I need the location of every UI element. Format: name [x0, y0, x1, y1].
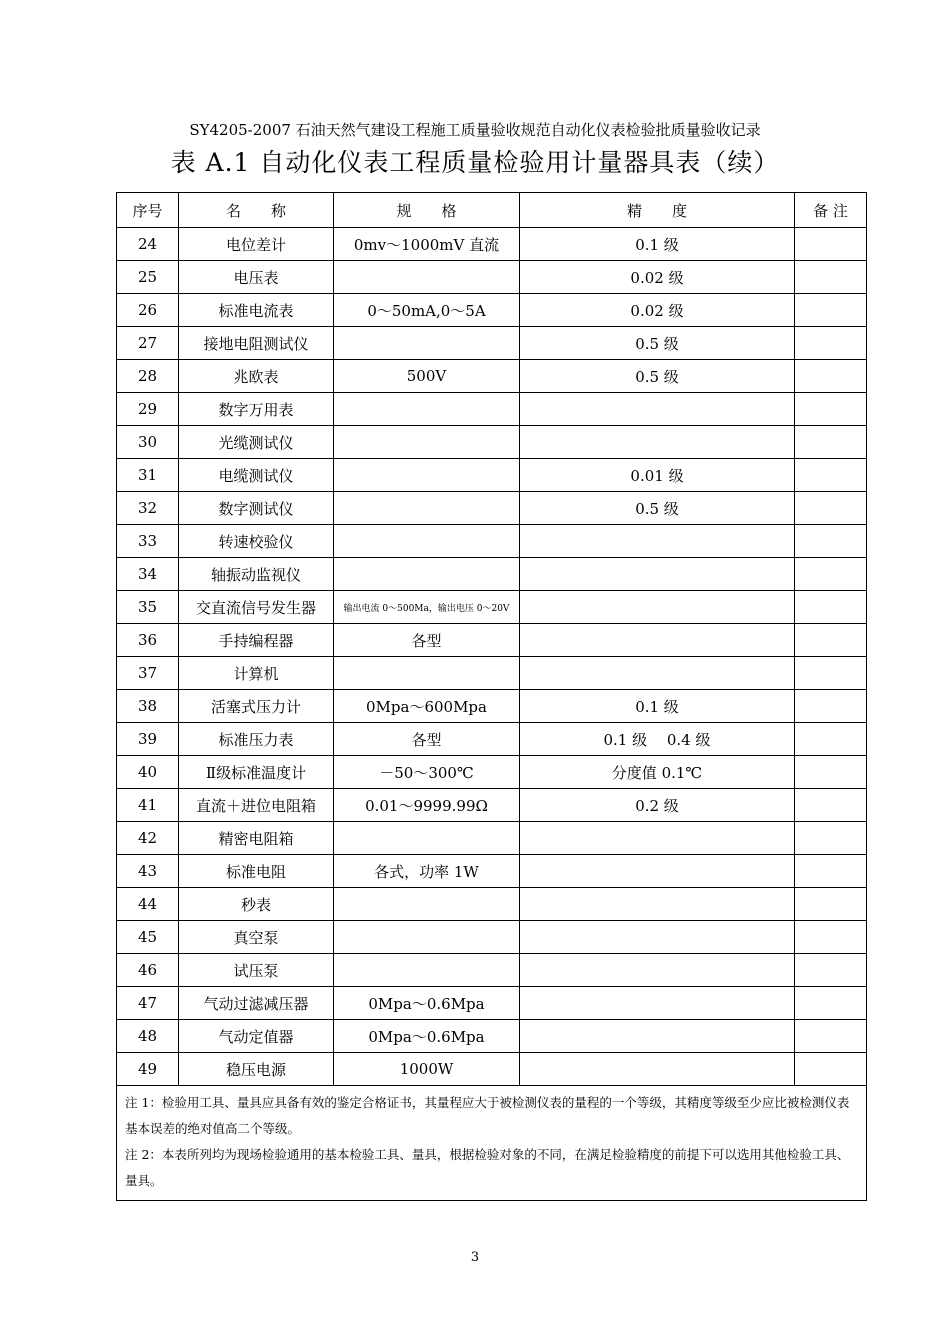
column-header-precision: 精 度: [520, 193, 795, 228]
cell-remark: [795, 954, 867, 987]
table-row: [117, 690, 867, 723]
cell-remark: [795, 822, 867, 855]
cell-no: 48: [117, 1020, 179, 1053]
cell-spec: 1000W: [334, 1053, 520, 1086]
cell-no: 40: [117, 756, 179, 789]
cell-precision: 0.02 级: [520, 261, 795, 294]
cell-spec: 各型: [334, 624, 520, 657]
cell-no: 27: [117, 327, 179, 360]
table-row: [117, 558, 867, 591]
document-subtitle: SY4205-2007 石油天然气建设工程施工质量验收规范自动化仪表检验批质量验收记录: [189, 121, 761, 139]
cell-spec: [334, 393, 520, 426]
cell-spec: 各式，功率 1W: [334, 855, 520, 888]
cell-no: 45: [117, 921, 179, 954]
cell-spec: [334, 525, 520, 558]
cell-precision: 分度值 0.1℃: [520, 756, 795, 789]
cell-spec: [334, 459, 520, 492]
cell-spec: －50～300℃: [334, 756, 520, 789]
table-row: [117, 426, 867, 459]
cell-remark: [795, 756, 867, 789]
cell-precision: [520, 1053, 795, 1086]
instrument-table: [116, 192, 867, 1201]
cell-spec: [334, 657, 520, 690]
cell-precision: 0.2 级: [520, 789, 795, 822]
cell-precision: 0.1 级 0.4 级: [520, 723, 795, 756]
cell-precision: 0.1 级: [520, 690, 795, 723]
cell-precision: [520, 855, 795, 888]
notes-cell: [117, 1086, 867, 1201]
cell-remark: [795, 294, 867, 327]
table-row: [117, 591, 867, 624]
column-header-name: 名 称: [179, 193, 334, 228]
column-header-spec: 规 格: [334, 193, 520, 228]
cell-no: 32: [117, 492, 179, 525]
cell-remark: [795, 426, 867, 459]
cell-remark: [795, 393, 867, 426]
cell-no: 38: [117, 690, 179, 723]
cell-no: 33: [117, 525, 179, 558]
cell-no: 29: [117, 393, 179, 426]
table-row: [117, 789, 867, 822]
cell-name: 气动过滤减压器: [179, 987, 334, 1020]
cell-remark: [795, 459, 867, 492]
cell-name: 计算机: [179, 657, 334, 690]
cell-spec: 输出电流 0～500Ma，输出电压 0～20V: [334, 591, 520, 624]
cell-name: 秒表: [179, 888, 334, 921]
cell-precision: [520, 426, 795, 459]
table-row: [117, 888, 867, 921]
table-row: [117, 657, 867, 690]
cell-precision: [520, 558, 795, 591]
table-body: [117, 228, 867, 1086]
cell-no: 35: [117, 591, 179, 624]
cell-precision: [520, 888, 795, 921]
cell-precision: 0.1 级: [520, 228, 795, 261]
cell-name: 数字测试仪: [179, 492, 334, 525]
cell-remark: [795, 228, 867, 261]
cell-no: 43: [117, 855, 179, 888]
cell-no: 46: [117, 954, 179, 987]
note-1: 注 1：检验用工具、量具应具备有效的鉴定合格证书，其量程应大于被检测仪表的量程的一个等级，其精度等级至少应比被检测仪表基本误差的绝对值高二个等级。: [125, 1095, 850, 1136]
cell-name: 轴振动监视仪: [179, 558, 334, 591]
cell-remark: [795, 657, 867, 690]
cell-no: 25: [117, 261, 179, 294]
table-row: [117, 987, 867, 1020]
table-row: [117, 723, 867, 756]
table-row: [117, 459, 867, 492]
table-row: [117, 294, 867, 327]
cell-name: 活塞式压力计: [179, 690, 334, 723]
column-header-no: 序号: [117, 193, 179, 228]
cell-no: 36: [117, 624, 179, 657]
cell-no: 44: [117, 888, 179, 921]
cell-spec: [334, 558, 520, 591]
cell-remark: [795, 789, 867, 822]
page-number: 3: [470, 1250, 480, 1265]
cell-precision: [520, 921, 795, 954]
cell-no: 42: [117, 822, 179, 855]
cell-remark: [795, 492, 867, 525]
cell-name: 兆欧表: [179, 360, 334, 393]
table-row: [117, 756, 867, 789]
cell-no: 47: [117, 987, 179, 1020]
cell-remark: [795, 855, 867, 888]
cell-precision: [520, 624, 795, 657]
cell-remark: [795, 327, 867, 360]
table-row: [117, 921, 867, 954]
cell-no: 41: [117, 789, 179, 822]
cell-spec: [334, 822, 520, 855]
cell-name: 标准电阻: [179, 855, 334, 888]
cell-name: 标准压力表: [179, 723, 334, 756]
cell-spec: 0～50mA,0～5A: [334, 294, 520, 327]
cell-name: 电缆测试仪: [179, 459, 334, 492]
cell-name: 手持编程器: [179, 624, 334, 657]
notes-row: [117, 1086, 867, 1201]
cell-precision: 0.5 级: [520, 360, 795, 393]
cell-spec: [334, 261, 520, 294]
cell-remark: [795, 690, 867, 723]
cell-no: 28: [117, 360, 179, 393]
cell-no: 34: [117, 558, 179, 591]
cell-name: 直流＋进位电阻箱: [179, 789, 334, 822]
cell-no: 24: [117, 228, 179, 261]
cell-no: 30: [117, 426, 179, 459]
cell-remark: [795, 1053, 867, 1086]
table-row: [117, 261, 867, 294]
cell-remark: [795, 624, 867, 657]
table-row: [117, 855, 867, 888]
table-row: [117, 1053, 867, 1086]
cell-precision: [520, 822, 795, 855]
cell-name: 电位差计: [179, 228, 334, 261]
column-header-remark: 备 注: [795, 193, 867, 228]
cell-spec: [334, 327, 520, 360]
cell-name: 光缆测试仪: [179, 426, 334, 459]
cell-name: 接地电阻测试仪: [179, 327, 334, 360]
cell-spec: 0Mpa～0.6Mpa: [334, 987, 520, 1020]
table-row: [117, 1020, 867, 1053]
cell-precision: 0.5 级: [520, 327, 795, 360]
cell-precision: [520, 393, 795, 426]
table-row: [117, 360, 867, 393]
cell-name: 标准电流表: [179, 294, 334, 327]
cell-name: 稳压电源: [179, 1053, 334, 1086]
cell-no: 39: [117, 723, 179, 756]
table-row: [117, 327, 867, 360]
cell-precision: 0.01 级: [520, 459, 795, 492]
cell-spec: 500V: [334, 360, 520, 393]
cell-spec: 0mv～1000mV 直流: [334, 228, 520, 261]
cell-spec: [334, 426, 520, 459]
cell-remark: [795, 525, 867, 558]
table-row: [117, 822, 867, 855]
cell-remark: [795, 261, 867, 294]
table-header-row: [117, 193, 867, 228]
cell-spec: [334, 888, 520, 921]
note-2: 注 2：本表所列均为现场检验通用的基本检验工具、量具，根据检验对象的不同，在满足检验精度的前提下可以选用其他检验工具、量具。: [125, 1147, 850, 1188]
cell-remark: [795, 591, 867, 624]
cell-name: Ⅱ级标准温度计: [179, 756, 334, 789]
cell-precision: 0.02 级: [520, 294, 795, 327]
cell-precision: [520, 954, 795, 987]
table-row: [117, 525, 867, 558]
cell-name: 数字万用表: [179, 393, 334, 426]
cell-name: 转速校验仪: [179, 525, 334, 558]
cell-spec: 0Mpa～0.6Mpa: [334, 1020, 520, 1053]
cell-name: 试压泵: [179, 954, 334, 987]
cell-precision: [520, 1020, 795, 1053]
cell-precision: 0.5 级: [520, 492, 795, 525]
cell-spec: [334, 954, 520, 987]
table-title: 表 A.1 自动化仪表工程质量检验用计量器具表（续）: [170, 148, 780, 177]
cell-name: 气动定值器: [179, 1020, 334, 1053]
cell-name: 精密电阻箱: [179, 822, 334, 855]
cell-name: 真空泵: [179, 921, 334, 954]
cell-precision: [520, 525, 795, 558]
cell-spec: 0Mpa～600Mpa: [334, 690, 520, 723]
cell-precision: [520, 987, 795, 1020]
cell-no: 31: [117, 459, 179, 492]
cell-name: 交直流信号发生器: [179, 591, 334, 624]
cell-spec: [334, 921, 520, 954]
cell-spec: [334, 492, 520, 525]
cell-no: 49: [117, 1053, 179, 1086]
cell-remark: [795, 558, 867, 591]
cell-no: 37: [117, 657, 179, 690]
cell-remark: [795, 1020, 867, 1053]
table-row: [117, 228, 867, 261]
cell-remark: [795, 360, 867, 393]
cell-remark: [795, 888, 867, 921]
table-row: [117, 393, 867, 426]
cell-remark: [795, 723, 867, 756]
cell-remark: [795, 987, 867, 1020]
cell-no: 26: [117, 294, 179, 327]
table-row: [117, 492, 867, 525]
cell-spec: 各型: [334, 723, 520, 756]
table-row: [117, 954, 867, 987]
cell-spec: 0.01～9999.99Ω: [334, 789, 520, 822]
cell-precision: [520, 591, 795, 624]
cell-name: 电压表: [179, 261, 334, 294]
table-row: [117, 624, 867, 657]
cell-precision: [520, 657, 795, 690]
cell-remark: [795, 921, 867, 954]
